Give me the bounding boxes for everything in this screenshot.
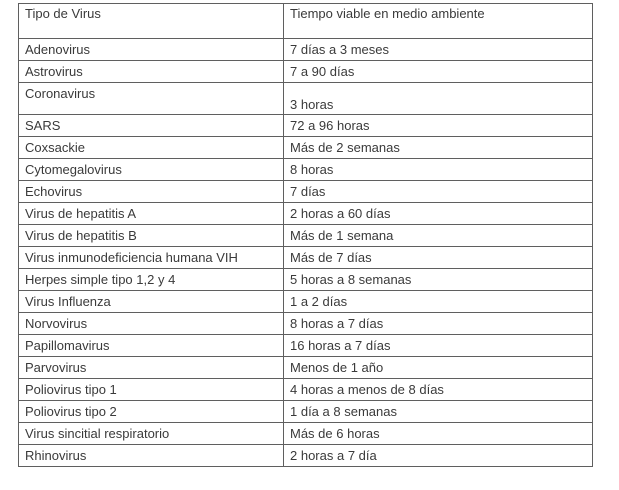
virus-name-cell: Poliovirus tipo 2 [19,401,284,423]
viable-time-cell: 7 días a 3 meses [284,39,593,61]
viable-time-cell: Más de 1 semana [284,225,593,247]
virus-name-cell: Echovirus [19,181,284,203]
viable-time-cell: 16 horas a 7 días [284,335,593,357]
virus-name-cell: Virus de hepatitis B [19,225,284,247]
header-viable-time: Tiempo viable en medio ambiente [284,4,593,39]
viable-time-cell: 4 horas a menos de 8 días [284,379,593,401]
virus-name-cell: Adenovirus [19,39,284,61]
table-row [19,83,593,115]
virus-name-cell: Norvovirus [19,313,284,335]
virus-name-cell: Papillomavirus [19,335,284,357]
viable-time-cell: 2 horas a 60 días [284,203,593,225]
table-row [19,225,593,247]
viable-time-cell: 1 día a 8 semanas [284,401,593,423]
table-row [19,445,593,467]
viable-time-cell: Más de 6 horas [284,423,593,445]
virus-name-cell: Virus sincitial respiratorio [19,423,284,445]
table-row [19,379,593,401]
virus-name-cell: Coronavirus [19,83,284,115]
table-row [19,401,593,423]
header-virus-type: Tipo de Virus [19,4,284,39]
viable-time-cell: 7 días [284,181,593,203]
virus-name-cell: Virus de hepatitis A [19,203,284,225]
viable-time-cell: 72 a 96 horas [284,115,593,137]
viable-time-cell: 7 a 90 días [284,61,593,83]
table-header-row [19,4,593,39]
table-row [19,357,593,379]
virus-name-cell: Virus Influenza [19,291,284,313]
table-row [19,61,593,83]
viable-time-cell: 8 horas a 7 días [284,313,593,335]
virus-name-cell: Parvovirus [19,357,284,379]
virus-name-cell: Cytomegalovirus [19,159,284,181]
virus-name-cell: Rhinovirus [19,445,284,467]
table-row [19,203,593,225]
virus-name-cell: Virus inmunodeficiencia humana VIH [19,247,284,269]
viable-time-cell: 3 horas [284,83,593,115]
table-row [19,115,593,137]
virus-name-cell: SARS [19,115,284,137]
viable-time-cell: Menos de 1 año [284,357,593,379]
virus-name-cell: Coxsackie [19,137,284,159]
viable-time-cell: 2 horas a 7 día [284,445,593,467]
viable-time-cell: 5 horas a 8 semanas [284,269,593,291]
table-row [19,291,593,313]
viable-time-cell: 1 a 2 días [284,291,593,313]
table-row [19,181,593,203]
table-row [19,39,593,61]
virus-name-cell: Poliovirus tipo 1 [19,379,284,401]
table-row [19,423,593,445]
table-row [19,247,593,269]
table-row [19,137,593,159]
table-body [19,39,593,467]
virus-name-cell: Herpes simple tipo 1,2 y 4 [19,269,284,291]
viable-time-cell: Más de 2 semanas [284,137,593,159]
table-row [19,313,593,335]
table-row [19,335,593,357]
viable-time-cell: 8 horas [284,159,593,181]
virus-survival-table [18,3,593,467]
viable-time-cell: Más de 7 días [284,247,593,269]
virus-name-cell: Astrovirus [19,61,284,83]
table-row [19,159,593,181]
table-row [19,269,593,291]
